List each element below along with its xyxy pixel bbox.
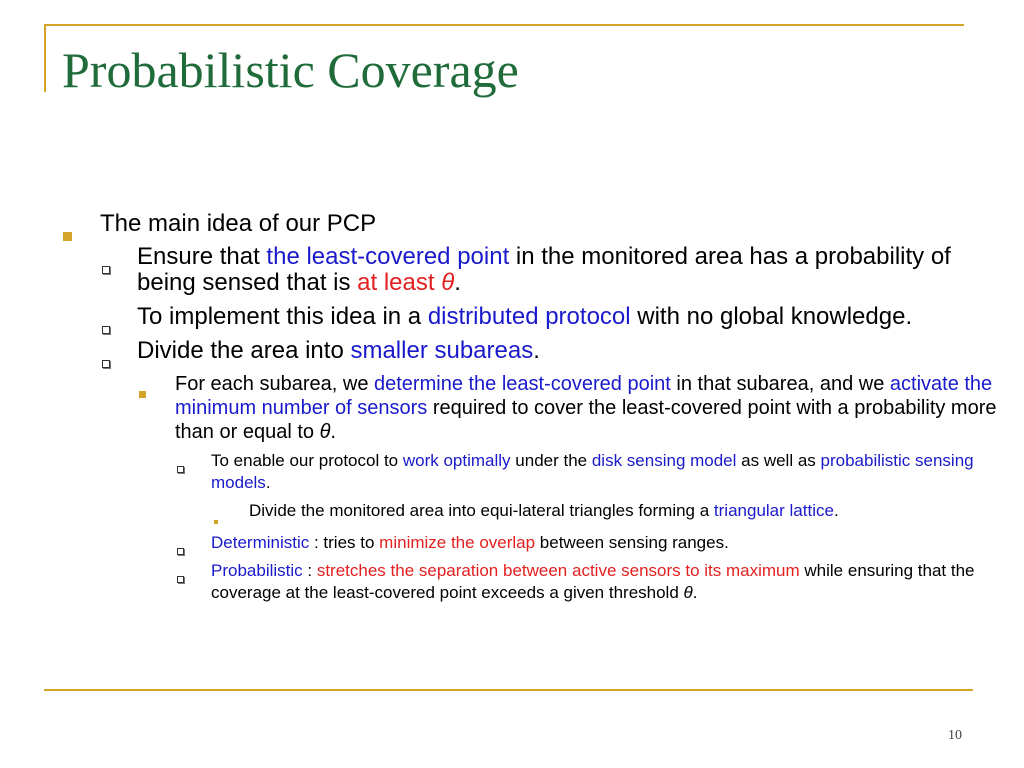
text-segment: with no global knowledge. — [630, 303, 913, 330]
bullet-item-level-2 — [100, 338, 1000, 364]
text-segment: θ — [683, 583, 693, 602]
square-solid-bullet-icon — [139, 380, 146, 404]
bullet-item-level-2 — [100, 244, 1000, 296]
text-segment: . — [265, 473, 271, 492]
highlight-blue-text: distributed protocol — [427, 303, 631, 330]
slide-title: Probabilistic Coverage — [62, 42, 519, 98]
text-segment: To enable our protocol to — [211, 451, 403, 470]
highlight-blue-text: Deterministic — [211, 533, 310, 552]
text-segment: The main idea of our PCP — [100, 210, 377, 237]
square-hollow-bullet-icon — [102, 314, 110, 340]
bullet-text — [249, 501, 839, 520]
square-hollow-bullet-icon — [102, 254, 110, 280]
square-hollow-bullet-icon — [177, 457, 184, 479]
text-segment: Divide the monitored area into equi-lateral triangles forming a — [249, 501, 714, 520]
square-hollow-bullet-icon — [177, 539, 184, 561]
text-segment: as well as — [736, 451, 821, 470]
highlight-blue-text: triangular lattice — [713, 501, 834, 520]
text-segment: To implement this idea in a — [137, 303, 428, 330]
square-hollow-bullet-icon — [177, 567, 184, 589]
top-border-line — [44, 24, 964, 26]
text-segment: . — [692, 583, 698, 602]
text-segment: For each subarea, we — [175, 373, 374, 395]
highlight-blue-text: smaller subareas — [350, 337, 534, 364]
text-segment: . — [533, 337, 540, 364]
bullet-item-level-1 — [60, 210, 1000, 238]
highlight-blue-text: disk sensing model — [591, 451, 737, 470]
text-segment: . — [330, 421, 336, 443]
bullet-text — [211, 561, 975, 602]
bullet-item-level-4 — [175, 532, 1000, 554]
bullet-item-level-4 — [175, 450, 1000, 494]
slide-content — [60, 210, 1000, 610]
text-segment: : tries to — [309, 533, 380, 552]
bullet-text — [100, 210, 376, 237]
bullet-text — [175, 373, 997, 443]
text-segment: . — [833, 501, 839, 520]
text-segment: Ensure that — [137, 243, 267, 270]
text-segment: in that subarea, and we — [670, 373, 890, 395]
square-solid-bullet-icon — [63, 220, 72, 248]
highlight-blue-text: probabilistic sensing models — [211, 451, 974, 492]
highlight-blue-text: determine the least-covered point — [374, 373, 671, 395]
text-segment: required to cover the least-covered point with a probability more than or equal to — [175, 397, 997, 443]
bullet-text — [211, 451, 974, 492]
square-hollow-bullet-icon — [102, 348, 110, 374]
bullet-item-level-3 — [137, 372, 1000, 444]
bullet-text — [137, 243, 951, 296]
highlight-red-text: minimize the overlap — [379, 533, 536, 552]
highlight-red-text: θ — [441, 269, 455, 296]
highlight-blue-text: activate the minimum number of sensors — [175, 373, 993, 419]
bullet-item-level-2 — [100, 304, 1000, 330]
text-segment: : — [302, 561, 317, 580]
highlight-red-text: at least — [357, 269, 442, 296]
text-segment: Divide the area into — [137, 337, 351, 364]
bullet-text — [211, 533, 729, 552]
text-segment: θ — [319, 421, 331, 443]
highlight-blue-text: Probabilistic — [211, 561, 303, 580]
bullet-item-level-4 — [175, 560, 1000, 604]
bottom-border-line — [44, 689, 973, 691]
square-small-bullet-icon — [214, 508, 218, 530]
highlight-blue-text: work optimally — [402, 451, 511, 470]
text-segment: . — [454, 269, 461, 296]
left-border-line — [44, 24, 46, 92]
bullet-text — [137, 303, 912, 330]
text-segment: while ensuring that the coverage at the least-covered point exceeds a given threshold — [211, 561, 975, 602]
page-number: 10 — [948, 728, 962, 743]
highlight-blue-text: the least-covered point — [266, 243, 510, 270]
text-segment: in the monitored area has a probability of being sensed that is — [137, 243, 951, 296]
bullet-item-level-5 — [211, 500, 1000, 522]
bullet-text — [137, 337, 540, 364]
highlight-red-text: stretches the separation between active sensors to its maximum — [316, 561, 800, 580]
text-segment: under the — [510, 451, 592, 470]
text-segment: between sensing ranges. — [535, 533, 729, 552]
